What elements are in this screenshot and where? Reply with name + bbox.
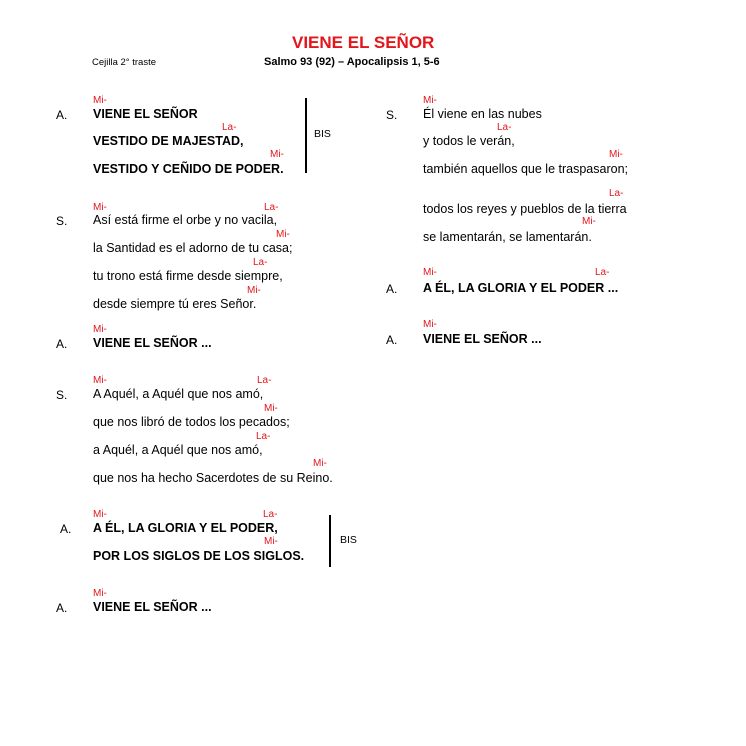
- part-label-antiphon: A.: [60, 522, 72, 536]
- lyric-line: VIENE EL SEÑOR: [93, 107, 198, 121]
- lyric-line: VIENE EL SEÑOR ...: [423, 332, 542, 346]
- chord-mi: Mi-: [313, 458, 327, 469]
- chord-mi: Mi-: [93, 375, 107, 386]
- capo-note: Cejilla 2° traste: [92, 57, 156, 68]
- chord-mi: Mi-: [93, 509, 107, 520]
- bis-marker: BIS: [314, 128, 331, 140]
- chord-mi: Mi-: [93, 588, 107, 599]
- lyric-line: que nos ha hecho Sacerdotes de su Reino.: [93, 471, 333, 485]
- chord-la: La-: [257, 375, 272, 386]
- lyric-line: VIENE EL SEÑOR ...: [93, 336, 212, 350]
- lyric-line: A Aquél, a Aquél que nos amó,: [93, 387, 264, 401]
- scripture-reference: Salmo 93 (92) – Apocalipsis 1, 5-6: [264, 56, 440, 68]
- lyric-line: Así está firme el orbe y no vacila,: [93, 213, 278, 227]
- part-label-soloist: S.: [386, 108, 398, 122]
- lyric-line: VIENE EL SEÑOR ...: [93, 600, 212, 614]
- lyric-line: tu trono está firme desde siempre,: [93, 269, 283, 283]
- song-title: VIENE EL SEÑOR: [292, 33, 435, 52]
- chord-la: La-: [253, 257, 268, 268]
- part-label-antiphon: A.: [56, 601, 68, 615]
- lyric-line: A ÉL, LA GLORIA Y EL PODER ...: [423, 281, 619, 295]
- part-label-soloist: S.: [56, 214, 68, 228]
- chord-la: La-: [256, 431, 271, 442]
- part-label-antiphon: A.: [56, 337, 68, 351]
- chord-mi: Mi-: [582, 216, 596, 227]
- chord-mi: Mi-: [93, 202, 107, 213]
- lyric-line: y todos le verán,: [423, 134, 515, 148]
- chord-la: La-: [263, 509, 278, 520]
- lyric-line: también aquellos que le traspasaron;: [423, 162, 628, 176]
- part-label-antiphon: A.: [386, 333, 398, 347]
- chord-mi: Mi-: [93, 95, 107, 106]
- chord-mi: Mi-: [609, 149, 623, 160]
- repeat-bar: [329, 515, 331, 567]
- chord-mi: Mi-: [93, 324, 107, 335]
- lyric-line: que nos libró de todos los pecados;: [93, 415, 290, 429]
- lyric-line: VESTIDO Y CEÑIDO DE PODER.: [93, 162, 284, 176]
- lyric-line: a Aquél, a Aquél que nos amó,: [93, 443, 263, 457]
- chord-la: La-: [222, 122, 237, 133]
- lyric-line: se lamentarán, se lamentarán.: [423, 230, 592, 244]
- lyric-line: Él viene en las nubes: [423, 107, 542, 121]
- chord-mi: Mi-: [423, 319, 437, 330]
- lyric-line: todos los reyes y pueblos de la tierra: [423, 202, 627, 216]
- lyric-line: VESTIDO DE MAJESTAD,: [93, 134, 244, 148]
- part-label-antiphon: A.: [56, 108, 68, 122]
- lyric-line: la Santidad es el adorno de tu casa;: [93, 241, 293, 255]
- lyric-line: A ÉL, LA GLORIA Y EL PODER,: [93, 521, 278, 535]
- bis-marker: BIS: [340, 534, 357, 546]
- chord-mi: Mi-: [264, 403, 278, 414]
- chord-la: La-: [595, 267, 610, 278]
- chord-mi: Mi-: [423, 95, 437, 106]
- chord-la: La-: [609, 188, 624, 199]
- lyric-line: POR LOS SIGLOS DE LOS SIGLOS.: [93, 549, 305, 563]
- lyric-line: desde siempre tú eres Señor.: [93, 297, 257, 311]
- chord-mi: Mi-: [264, 536, 278, 547]
- chord-mi: Mi-: [276, 229, 290, 240]
- chord-la: La-: [497, 122, 512, 133]
- repeat-bar: [305, 98, 307, 173]
- part-label-soloist: S.: [56, 388, 68, 402]
- part-label-antiphon: A.: [386, 282, 398, 296]
- chord-mi: Mi-: [247, 285, 261, 296]
- chord-la: La-: [264, 202, 279, 213]
- chord-mi: Mi-: [423, 267, 437, 278]
- chord-mi: Mi-: [270, 149, 284, 160]
